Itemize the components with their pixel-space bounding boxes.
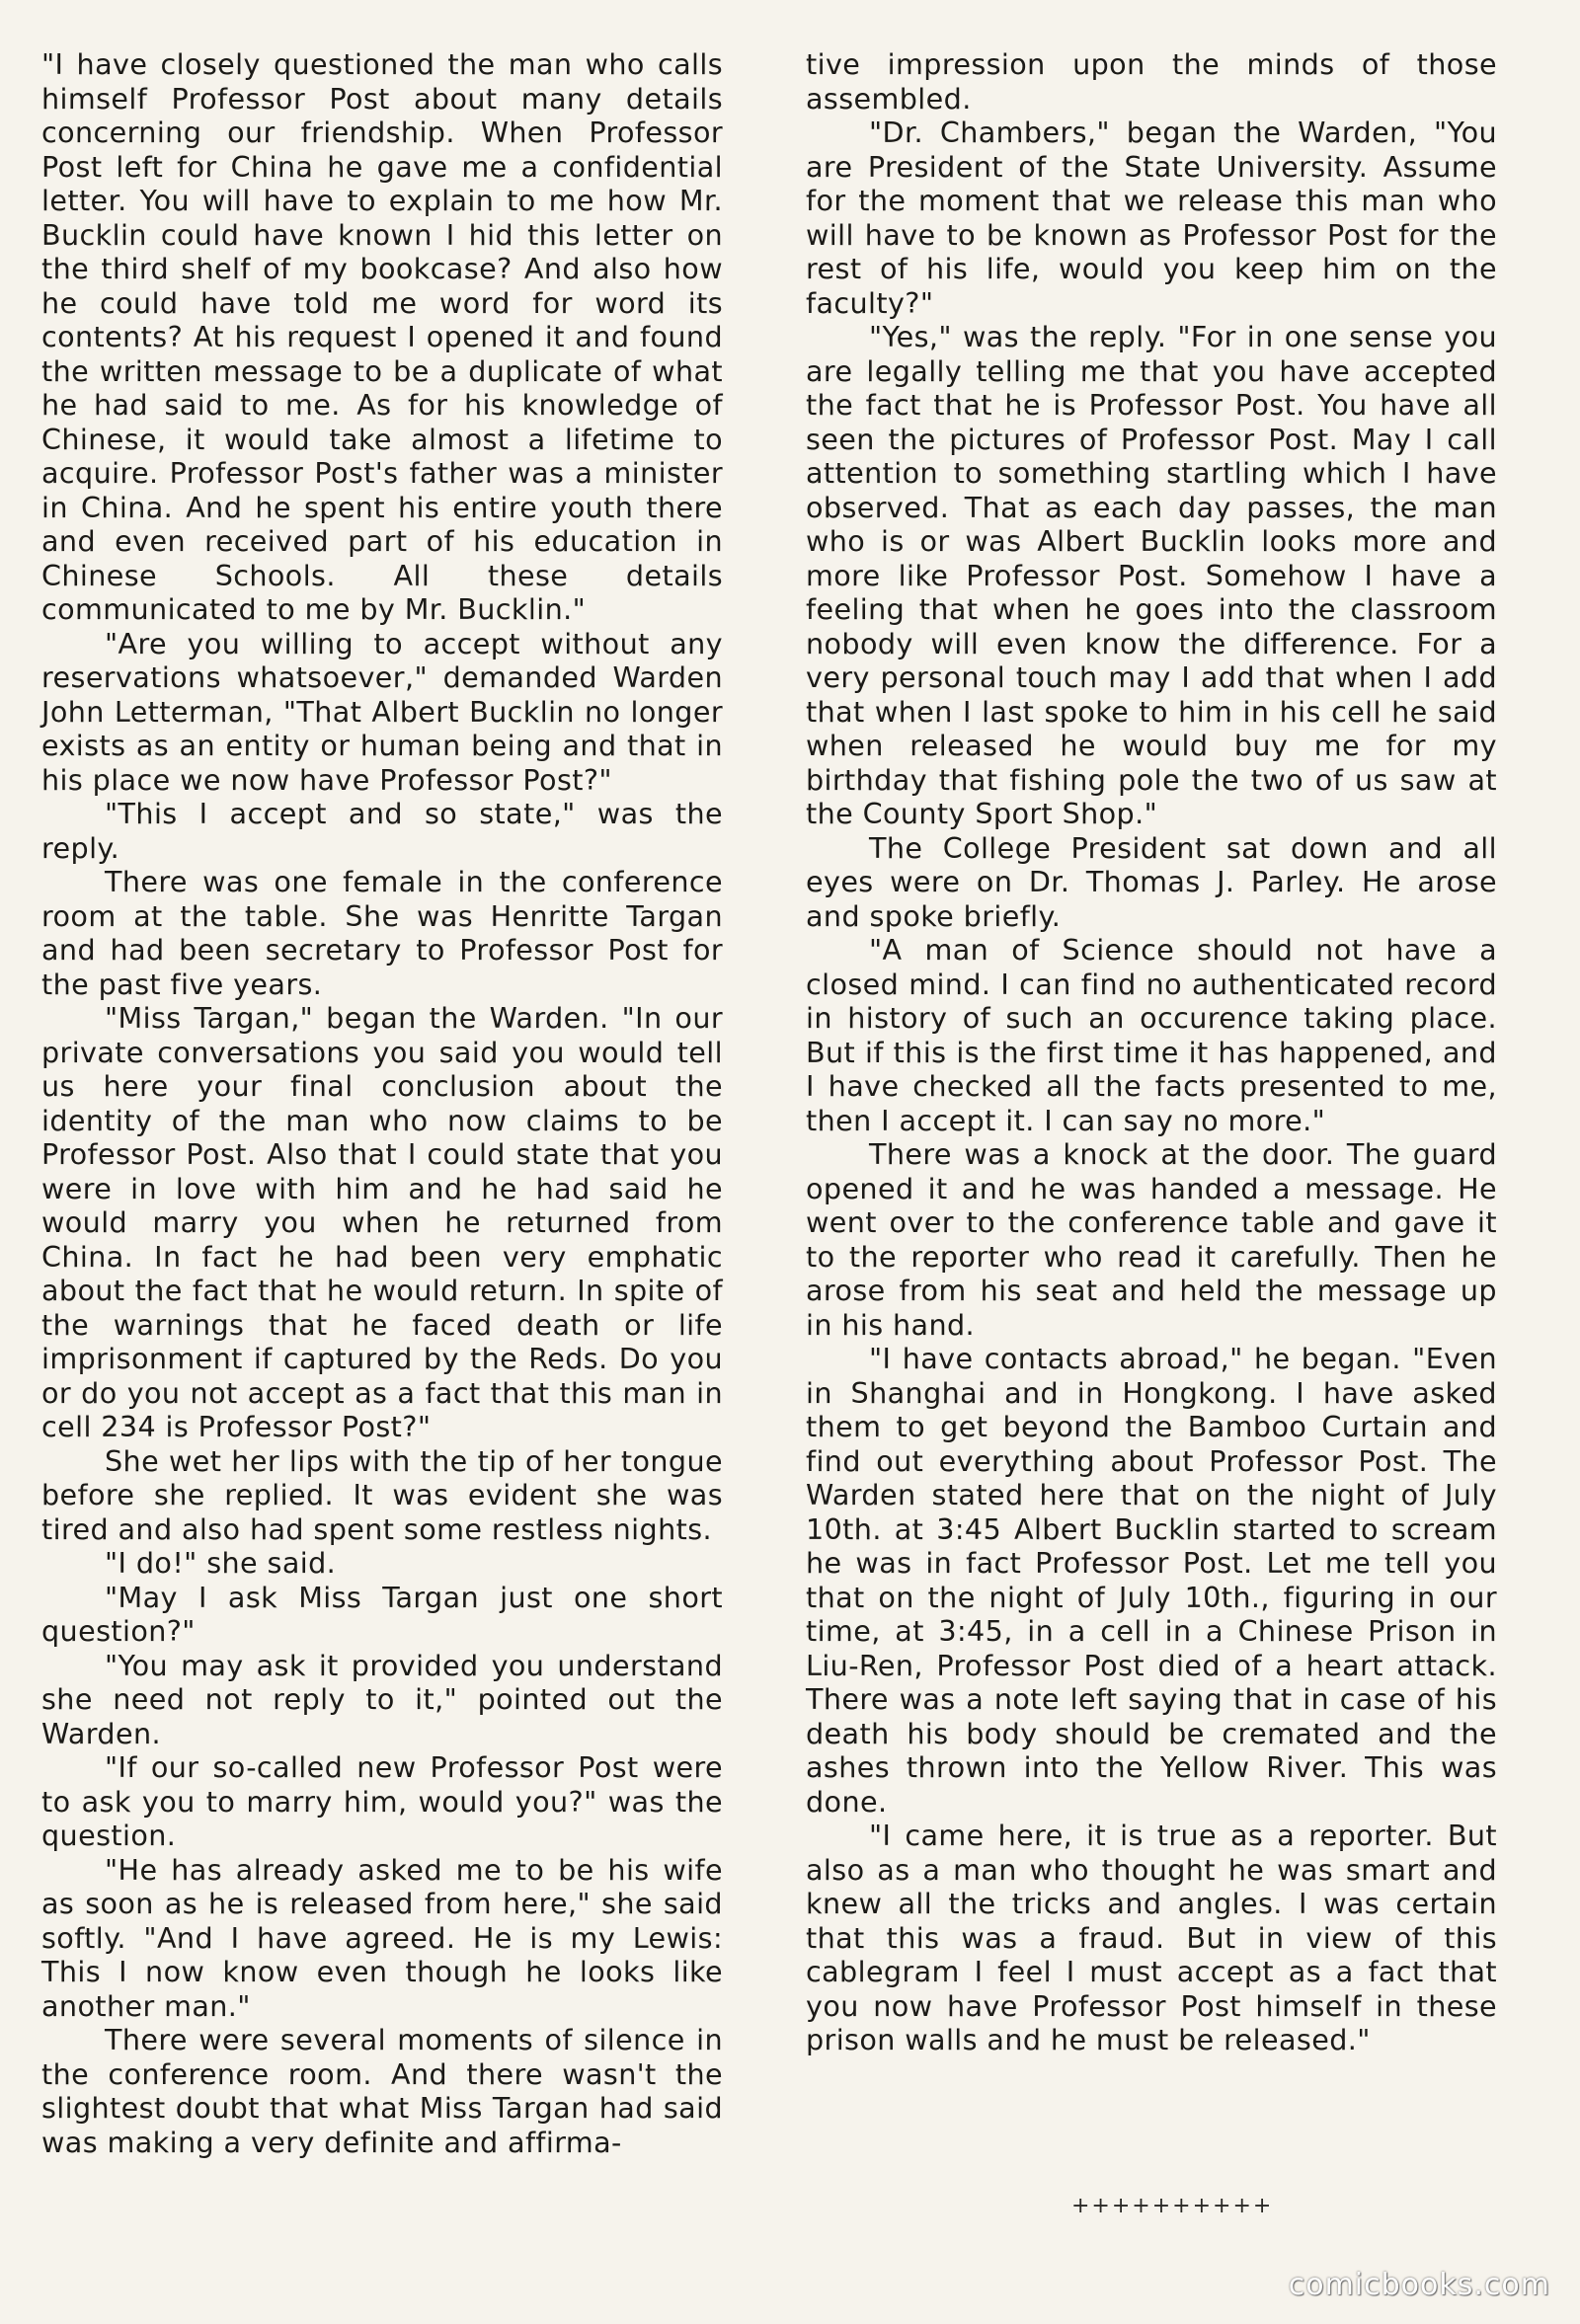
paragraph: "You may ask it provided you understand she need not reply to it," pointed out the Warden. — [41, 1648, 723, 1750]
paragraph: "He has already asked me to be his wife as soon as he is released from here," she said softly. "And I have agreed. He is my Lewis: This I now know even though he looks like another man." — [41, 1852, 723, 2023]
site-watermark: comicbooks.com — [1288, 2268, 1550, 2302]
paragraph: "Miss Targan," began the Warden. "In our private conversations you said you would tell us here your final conclusion about the identity of the man who now claims to be Professor Post. Also that I could state that you were in love with him and he had said he would marry you when he returned from China. In fact he had been very emphatic about the fact that he would return. In spite of the warnings that he faced death or life imprisonment if captured by the Reds. Do you or do you not accept as a fact that this man in cell 234 is Professor Post?" — [41, 1001, 723, 1443]
left-text-column — [41, 47, 723, 2159]
paragraph: "Yes," was the reply. "For in one sense you are legally telling me that you have accepted the fact that he is Professor Post. You have all seen the pictures of Professor Post. May I call attention to something startling which I have observed. That as each day passes, the man who is or was Albert Bucklin looks more and more like Professor Post. Somehow I have a feeling that when he goes into the classroom nobody will even know the difference. For a very personal touch may I add that when I add that when I last spoke to him in his cell he said when released he would buy me for my birthday that fishing pole the two of us saw at the County Sport Shop." — [806, 320, 1497, 830]
paragraph: tive impression upon the minds of those assembled. — [806, 47, 1497, 116]
paragraph: There was a knock at the door. The guard opened it and he was handed a message. He went over to the conference table and gave it to the reporter who read it carefully. Then he arose from his seat and held the message up in his hand. — [806, 1137, 1497, 1342]
paragraph: "A man of Science should not have a closed mind. I can find no authenticated record in history of such an occurence taking place. But if this is the first time it has happened, and I have checked all the facts presented to me, then I accept it. I can say no more." — [806, 933, 1497, 1137]
paragraph: "Are you willing to accept without any reservations whatsoever," demanded Warden John Letterman, "That Albert Bucklin no longer exists as an entity or human being and that in his place we now have Professor Post?" — [41, 626, 723, 797]
paragraph: "Dr. Chambers," began the Warden, "You are President of the State University. Assume for the moment that we release this man who will have to be known as Professor Post for the rest of his life, would you keep him on the faculty?" — [806, 116, 1497, 320]
story-end-mark: ++++++++++ — [1071, 2194, 1274, 2218]
paragraph: The College President sat down and all eyes were on Dr. Thomas J. Parley. He arose and spoke briefly. — [806, 830, 1497, 933]
paragraph: She wet her lips with the tip of her tongue before she replied. It was evident she was tired and also had spent some restless nights. — [41, 1443, 723, 1546]
paragraph: "If our so-called new Professor Post were to ask you to marry him, would you?" was the question. — [41, 1750, 723, 1852]
paragraph: There were several moments of silence in the conference room. And there wasn't the slightest doubt that what Miss Targan had said was making a very definite and affirma- — [41, 2023, 723, 2159]
paragraph: "I came here, it is true as a reporter. But also as a man who thought he was smart and knew all the tricks and angles. I was certain that this was a fraud. But in view of this cablegram I feel I must accept as a fact that you now have Professor Post himself in these prison walls and he must be released." — [806, 1819, 1497, 2056]
paragraph: There was one female in the conference room at the table. She was Henritte Targan and had been secretary to Professor Post for the past five years. — [41, 865, 723, 1001]
paragraph: "I have contacts abroad," he began. "Even in Shanghai and in Hongkong. I have asked them to get beyond the Bamboo Curtain and find out everything about Professor Post. The Warden stated here that on the night of July 10th. at 3:45 Albert Bucklin started to scream he was in fact Professor Post. Let me tell you that on the night of July 10th., figuring in our time, at 3:45, in a cell in a Chinese Prison in Liu-Ren, Professor Post died of a heart attack. There was a note left saying that in case of his death his body should be cremated and the ashes thrown into the Yellow River. This was done. — [806, 1342, 1497, 1819]
paragraph: "I have closely questioned the man who calls himself Professor Post about many details concerning our friendship. When Professor Post left for China he gave me a confidential letter. You will have to explain to me how Mr. Bucklin could have known I hid this letter on the third shelf of my bookcase? And also how he could have told me word for word its contents? At his request I opened it and found the written message to be a duplicate of what he had said to me. As for his knowledge of Chinese, it would take almost a lifetime to acquire. Professor Post's father was a minister in China. And he spent his entire youth there and even received part of his education in Chinese Schools. All these details communicated to me by Mr. Bucklin." — [41, 47, 723, 626]
paragraph: "I do!" she said. — [105, 1546, 337, 1580]
right-text-column — [806, 47, 1497, 2057]
paragraph: "May I ask Miss Targan just one short question?" — [41, 1580, 723, 1648]
paragraph: "This I accept and so state," was the reply. — [41, 797, 723, 865]
